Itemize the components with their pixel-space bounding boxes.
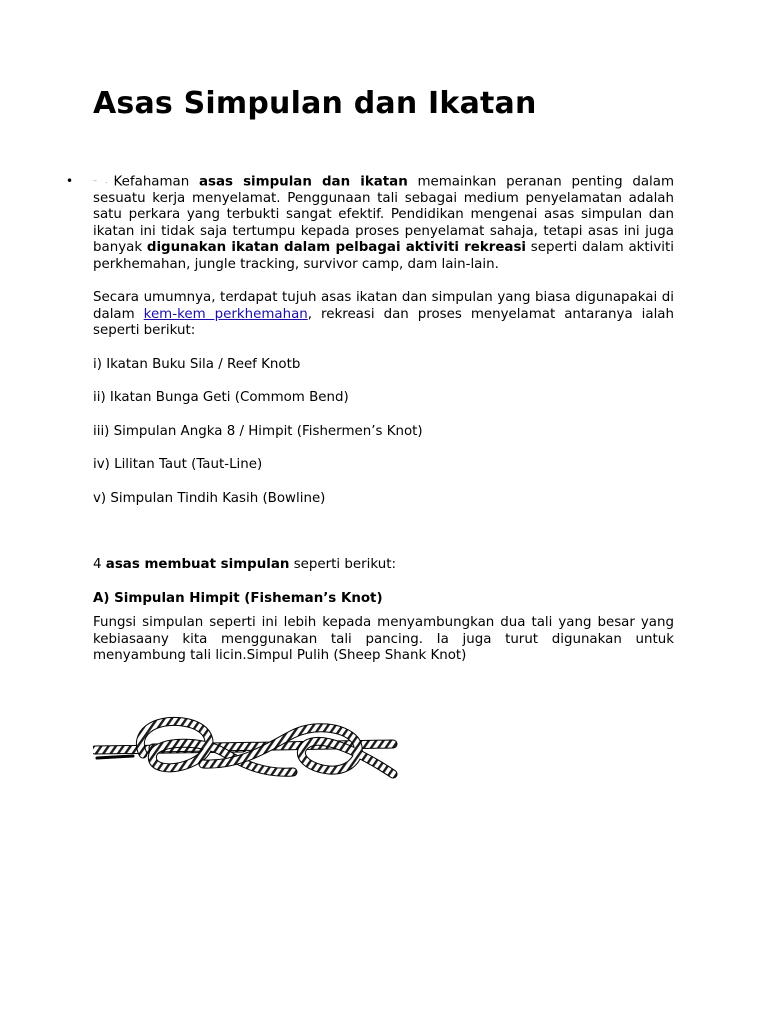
section-a-heading: A) Simpulan Himpit (Fisheman’s Knot) xyxy=(93,590,383,606)
document-body xyxy=(66,173,674,665)
intro-paragraph: – . Kefahaman asas simpulan dan ikatan memainkan peranan penting dalam sesuatu kerja menyelamat. Penggunaan tali sebagai medium penyelamatan adalah satu perkara yang terbukti sangat efektif. Pendidikan mengenai asas simpulan dan ikatan ini tidak saja tertumpu kepada proses penyelamat sahaja, tetapi asas ini juga banyak digunakan ikatan dalam pelbagai aktiviti rekreasi seperti dalam aktiviti perkhemahan, jungle tracking, survivor camp, dam lain-lain. xyxy=(93,174,674,272)
basics-line: 4 asas membuat simpulan seperti berikut: xyxy=(93,557,396,573)
embedded-mark: – . xyxy=(93,176,108,185)
intro-bold-2: digunakan ikatan dalam pelbagai aktiviti rekreasi xyxy=(146,240,527,256)
list-item: iv) Lilitan Taut (Taut-Line) xyxy=(93,457,263,473)
camping-link[interactable]: kem-kem perkhemahan xyxy=(143,306,308,322)
basics-bold: asas membuat simpulan xyxy=(105,557,290,573)
fishermans-knot-illustration xyxy=(93,714,403,786)
page-title: Asas Simpulan dan Ikatan xyxy=(93,86,537,121)
overview-paragraph: Secara umumnya, terdapat tujuh asas ikatan dan simpulan yang biasa digunapakai di dalam kem-kem perkhemahan, rekreasi dan proses menyelamat antaranya ialah seperti berikut: xyxy=(93,290,674,339)
list-item: ii) Ikatan Bunga Geti (Commom Bend) xyxy=(93,390,349,406)
list-item: i) Ikatan Buku Sila / Reef Knotb xyxy=(93,356,301,372)
intro-bold-1: asas simpulan dan ikatan xyxy=(198,174,408,190)
list-item: v) Simpulan Tindih Kasih (Bowline) xyxy=(93,490,326,506)
list-item: iii) Simpulan Angka 8 / Himpit (Fishermen’s Knot) xyxy=(93,423,423,439)
section-a-body: Fungsi simpulan seperti ini lebih kepada menyambungkan dua tali yang besar yang kebiasaany kita menggunakan tali pancing. Ia juga turut digunakan untuk menyambung tali licin.Simpul Pulih (Sheep Shank Knot) xyxy=(93,615,674,664)
bullet-icon: • xyxy=(66,174,74,188)
